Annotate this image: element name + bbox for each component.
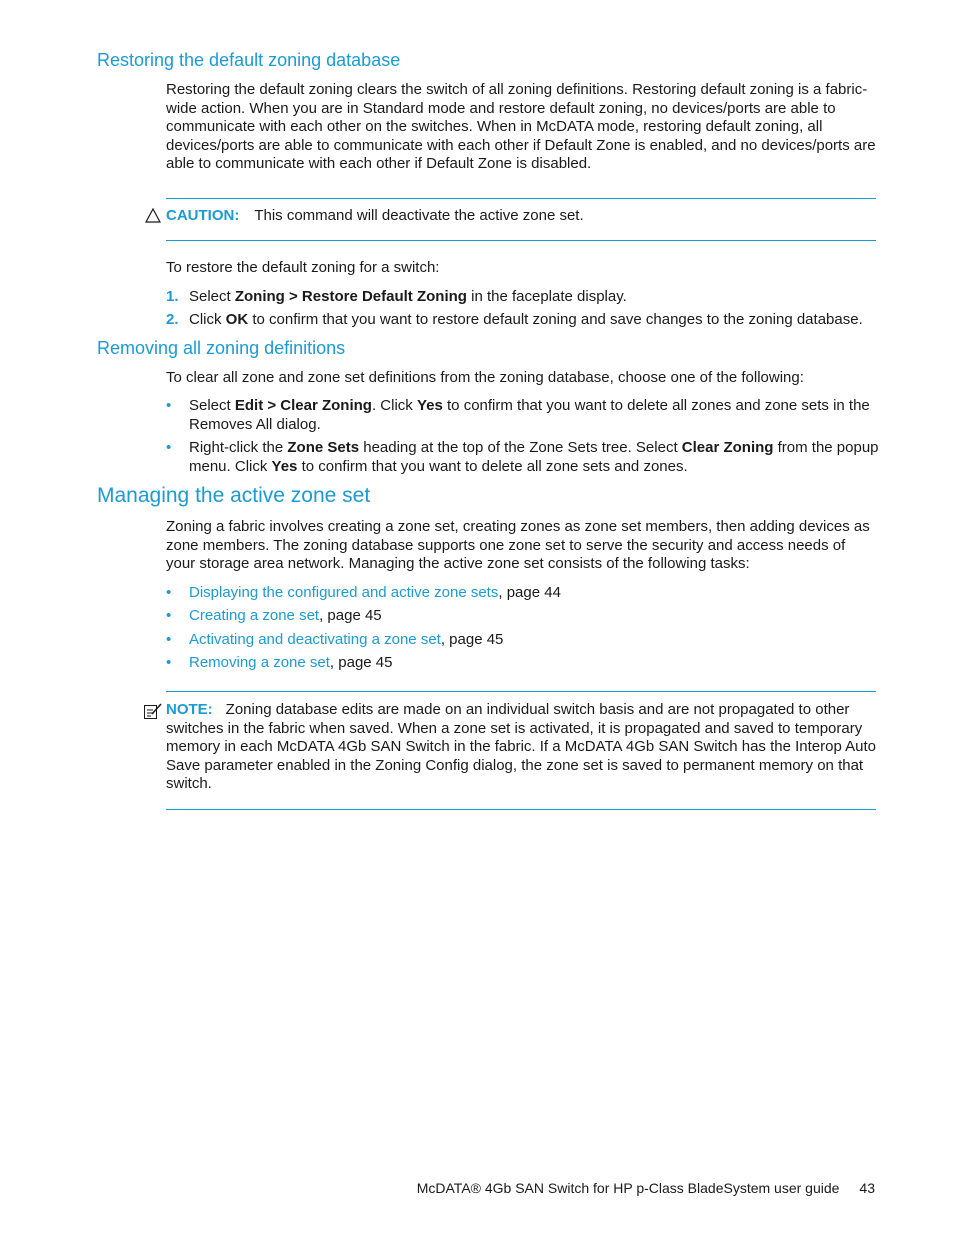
heading-managing-active-zone-set: Managing the active zone set	[97, 484, 371, 507]
caution-triangle-icon	[145, 208, 161, 228]
step-text-post: to confirm that you want to restore default zoning and save changes to the zoning database.	[248, 311, 863, 328]
restore-body-paragraph: Restoring the default zoning clears the switch of all zoning definitions. Restoring default zoning is a fabric-wide action. When you are in Standard mode and restore default zoning, no devices/ports are able to communicate with each other on the switches. When in McDATA mode, restoring default zoning, all devices/ports are able to communicate with each other if Default Zone is enabled, and no devices/ports are able to communicate with each other if Default Zone is disabled.	[166, 81, 876, 173]
page-reference: , page 45	[440, 631, 504, 648]
step-text	[189, 288, 879, 307]
text-run: . Click	[371, 397, 417, 414]
caution-top-rule	[166, 198, 876, 199]
text-run: to confirm that you want to delete all zones and zone sets in the Removes All dialog.	[189, 397, 870, 433]
task-text	[189, 654, 879, 673]
text-run: to confirm that you want to delete all zone sets and zones.	[297, 457, 688, 475]
page-reference: , page 44	[498, 584, 561, 601]
bullet-dot: •	[166, 607, 172, 624]
menu-path-restore-default-zoning: Zoning > Restore Default Zoning	[234, 288, 467, 305]
note-top-rule	[166, 691, 876, 692]
caution-callout	[166, 207, 584, 226]
task-text	[189, 584, 879, 603]
step-text-pre: Select	[189, 288, 235, 305]
link-removing-zone-set[interactable]: Removing a zone set	[189, 654, 330, 671]
footer-title: McDATA® 4Gb SAN Switch for HP p-Class BladeSystem user guide	[416, 1180, 840, 1196]
yes-button-label: Yes	[416, 397, 443, 414]
task-list-item	[0, 654, 954, 674]
task-list-item	[0, 631, 954, 651]
heading-removing-zoning-definitions: Removing all zoning definitions	[97, 338, 346, 358]
page-reference: , page 45	[329, 654, 393, 671]
text-run: from the popup menu. Click	[189, 439, 879, 475]
note-bottom-rule	[166, 809, 876, 810]
bullet-text	[189, 397, 879, 434]
bullet-dot: •	[166, 654, 172, 671]
manage-body-paragraph: Zoning a fabric involves creating a zone set, creating zones as zone set members, then adding devices as zone members. The zoning database supports one zone set to serve the security and access needs of your storage area network. Managing the active zone set consists of the following tasks:	[166, 518, 870, 573]
link-displaying-zone-sets[interactable]: Displaying the configured and active zone sets	[189, 584, 499, 601]
remove-intro: To clear all zone and zone set definitions from the zoning database, choose one of the following:	[166, 369, 804, 386]
task-list-item	[0, 584, 954, 604]
caution-text: This command will deactivate the active zone set.	[254, 207, 584, 224]
step-number: 1.	[166, 288, 179, 305]
footer	[417, 1180, 875, 1196]
bullet-dot: •	[166, 631, 172, 648]
remove-bullet-1	[0, 397, 954, 437]
text-run: Select	[189, 397, 235, 414]
text-run: Right-click the	[189, 439, 288, 456]
note-pencil-icon	[143, 702, 163, 725]
restore-step-1	[0, 288, 954, 308]
task-list-item	[0, 607, 954, 627]
bullet-dot: •	[166, 584, 172, 601]
step-text	[189, 311, 879, 330]
bullet-dot: •	[166, 397, 172, 414]
page-reference: , page 45	[319, 607, 382, 624]
restore-step-2	[0, 311, 954, 331]
zone-sets-heading-label: Zone Sets	[287, 439, 360, 456]
page-number: 43	[859, 1180, 875, 1196]
remove-bullet-2	[0, 439, 954, 479]
yes-button-label: Yes	[271, 457, 298, 475]
task-text	[189, 631, 879, 650]
task-text	[189, 607, 879, 626]
link-activating-deactivating-zone-set[interactable]: Activating and deactivating a zone set	[189, 631, 441, 648]
step-text-post: in the faceplate display.	[466, 288, 627, 305]
ok-button-label: OK	[225, 311, 249, 328]
caution-label: CAUTION:	[166, 207, 240, 224]
caution-bottom-rule	[166, 240, 876, 241]
bullet-text	[189, 439, 879, 476]
step-text-pre: Click	[189, 311, 226, 328]
step-number: 2.	[166, 311, 179, 328]
note-label: NOTE:	[166, 701, 213, 718]
restore-intro: To restore the default zoning for a switch:	[166, 259, 440, 276]
note-text: Zoning database edits are made on an individual switch basis and are not propagated to other switches in the fabric when saved. When a zone set is activated, it is propagated and saved to temporary memory in each McDATA 4Gb SAN Switch in the fabric. If a McDATA 4Gb SAN Switch has the Interop Auto Save parameter enabled in the Zoning Config dialog, the zone set is saved to permanent memory on that switch.	[166, 701, 877, 793]
note-callout	[166, 701, 878, 794]
bullet-dot: •	[166, 439, 172, 456]
heading-restoring-default-zoning: Restoring the default zoning database	[97, 50, 401, 70]
text-run: heading at the top of the Zone Sets tree. Select	[359, 439, 682, 456]
menu-path-clear-zoning: Edit > Clear Zoning	[234, 397, 372, 414]
clear-zoning-label: Clear Zoning	[681, 439, 774, 456]
link-creating-zone-set[interactable]: Creating a zone set	[189, 607, 320, 624]
